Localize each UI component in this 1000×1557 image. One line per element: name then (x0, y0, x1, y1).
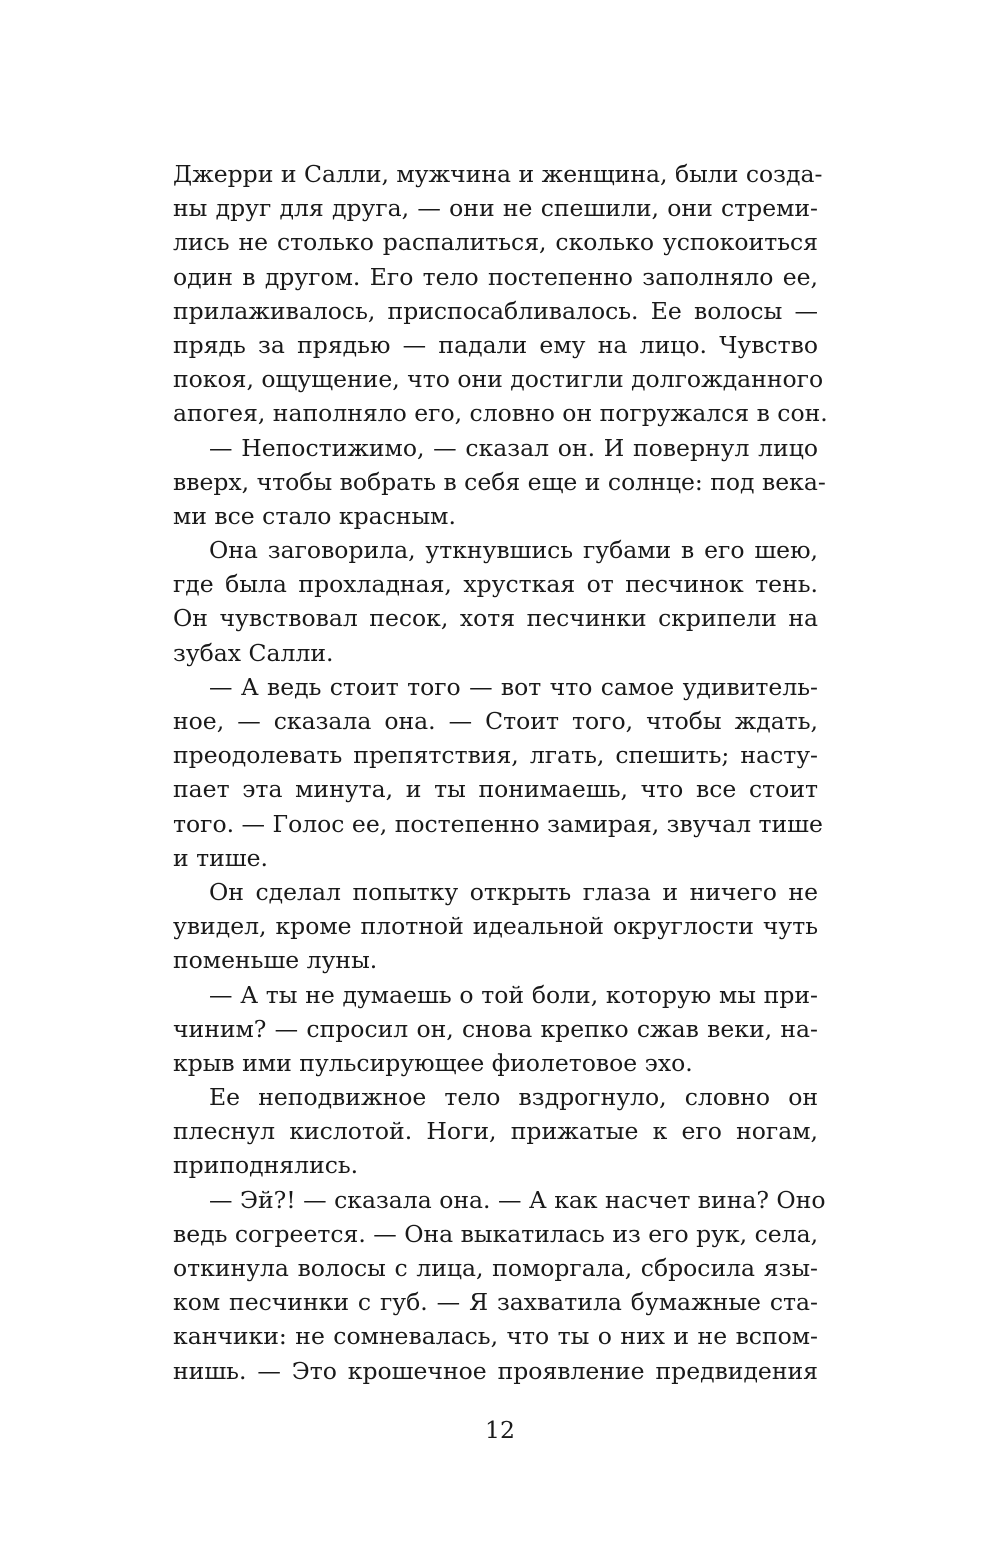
text-line: пает эта минута, и ты понимаешь, что все стоит (173, 775, 818, 804)
text-line: поменьше луны. (173, 946, 378, 975)
text-line: того. — Голос ее, постепенно замирая, звучал тише (173, 809, 823, 838)
text-line: покоя, ощущение, что они достигли долгожданного (173, 365, 824, 394)
text-line: где была прохладная, хрусткая от песчинок тень. (173, 570, 818, 599)
text-line: Она заговорила, уткнувшись губами в его шею, (209, 536, 818, 565)
paragraph-2 (173, 431, 826, 534)
text-line: Джерри и Салли, мужчина и женщина, были созда- (173, 160, 823, 188)
paragraph-6 (173, 978, 818, 1081)
text-line: преодолевать препятствия, лгать, спешить; насту- (173, 741, 818, 770)
paragraph-8 (173, 1183, 826, 1388)
text-line: чиним? — спросил он, снова крепко сжав веки, на- (173, 1014, 818, 1043)
text-line: вверх, чтобы вобрать в себя еще и солнце: под века- (173, 467, 826, 496)
text-line: — Эй?! — сказала она. — А как насчет вина? Оно (209, 1185, 826, 1214)
text-line: откинула волосы с лица, поморгала, сбросила язы- (173, 1254, 818, 1282)
text-line: прилаживалось, приспосабливалось. Ее волосы — (173, 296, 818, 325)
text-line: ны друг для друга, — они не спешили, они стреми- (173, 194, 818, 223)
paragraph-5 (173, 875, 818, 978)
text-line: прядь за прядью — падали ему на лицо. Чувство (173, 330, 818, 359)
text-line: ное, — сказала она. — Стоит того, чтобы ждать, (173, 707, 818, 735)
text-line: один в другом. Его тело постепенно заполняло ее, (173, 262, 818, 291)
text-line: канчики: не сомневалась, что ты о них и не вспом- (173, 1322, 818, 1351)
text-line: зубах Салли. (173, 638, 334, 667)
text-line: ми все стало красным. (173, 501, 456, 530)
text-line: — Непостижимо, — сказал он. И повернул лицо (209, 433, 818, 462)
page-number: 12 (485, 1416, 515, 1444)
text-line: Он сделал попытку открыть глаза и ничего не (209, 877, 818, 906)
text-line: увидел, кроме плотной идеальной округлости чуть (173, 912, 818, 941)
text-line: Он чувствовал песок, хотя песчинки скрипели на (173, 604, 818, 633)
text-line: лись не столько распалиться, сколько успокоиться (173, 228, 818, 257)
text-line: — А ведь стоит того — вот что самое удивитель- (209, 672, 818, 701)
text-line: ведь согреется. — Она выкатилась из его рук, села, (173, 1219, 819, 1248)
text-line: и тише. (173, 843, 269, 872)
paragraph-4 (173, 670, 823, 875)
text-line: апогея, наполняло его, словно он погружался в сон. (173, 399, 828, 428)
text-line: — А ты не думаешь о той боли, которую мы при- (209, 980, 818, 1009)
text-line: нишь. — Это крошечное проявление предвидения (173, 1356, 818, 1385)
text-line: Ее неподвижное тело вздрогнуло, словно он (209, 1083, 818, 1112)
text-line: крыв ими пульсирующее фиолетовое эхо. (173, 1048, 693, 1077)
paragraph-7 (173, 1080, 818, 1183)
paragraph-1 (173, 157, 828, 431)
text-line: плеснул кислотой. Ноги, прижатые к его ногам, (173, 1117, 818, 1146)
text-line: ком песчинки с губ. — Я захватила бумажные ста- (173, 1288, 818, 1317)
page-body (173, 157, 828, 1388)
paragraph-3 (173, 533, 818, 670)
text-line: приподнялись. (173, 1151, 359, 1180)
